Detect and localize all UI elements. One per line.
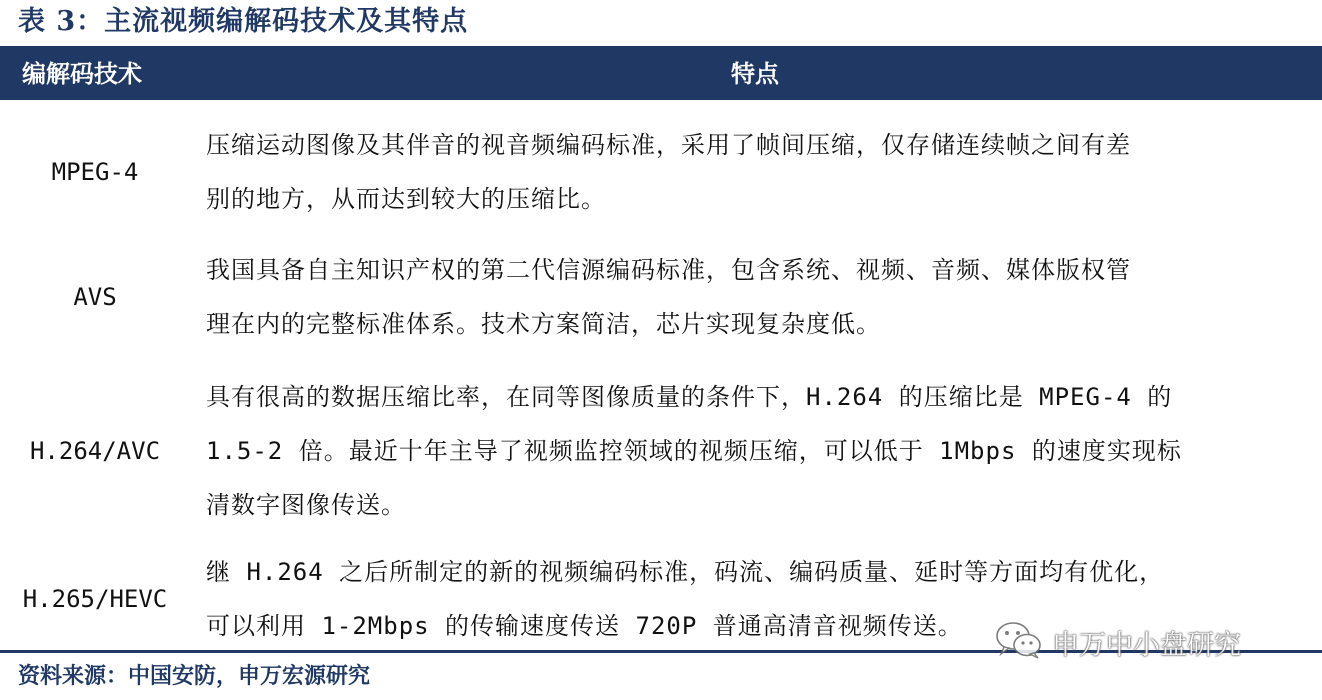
table-title: 表 3：主流视频编解码技术及其特点 [18,6,469,37]
watermark [994,620,1241,664]
tech-description [206,370,1306,532]
description-line: 理在内的完整标准体系。技术方案简洁，芯片实现复杂度低。 [206,310,881,338]
table-row [0,370,1322,532]
description-line: 清数字图像传送。 [206,491,406,519]
tech-name: H.264/AVC [29,437,161,465]
description-line: 1.5-2 倍。最近十年主导了视频监控领域的视频压缩，可以低于 1Mbps 的速度实现标 [206,437,1182,465]
table-header [0,46,1322,100]
description-line: 具有很高的数据压缩比率，在同等图像质量的条件下，H.264 的压缩比是 MPEG-4 的 [206,383,1173,411]
header-features-column: 特点 [731,59,779,88]
tech-name: AVS [73,283,117,311]
wechat-icon [994,620,1044,664]
table-row [0,243,1322,351]
table-row [0,118,1322,226]
description-line: 可以利用 1-2Mbps 的传输速度传送 720P 普通高清音视频传送。 [206,612,963,640]
tech-description [206,243,1306,351]
description-line: 别的地方，从而达到较大的压缩比。 [206,185,606,213]
watermark-text: 申万中小盘研究 [1052,629,1241,661]
description-line: 继 H.264 之后所制定的新的视频编码标准，码流、编码质量、延时等方面均有优化， [206,558,1165,586]
tech-description [206,118,1306,226]
header-tech-column: 编解码技术 [22,59,142,88]
source-note: 资料来源：中国安防，申万宏源研究 [18,663,371,689]
description-line: 压缩运动图像及其伴音的视音频编码标准，采用了帧间压缩，仅存储连续帧之间有差 [206,131,1131,159]
tech-name: H.265/HEVC [22,585,168,613]
tech-name: MPEG-4 [51,158,139,186]
description-line: 我国具备自主知识产权的第二代信源编码标准，包含系统、视频、音频、媒体版权管 [206,256,1131,284]
